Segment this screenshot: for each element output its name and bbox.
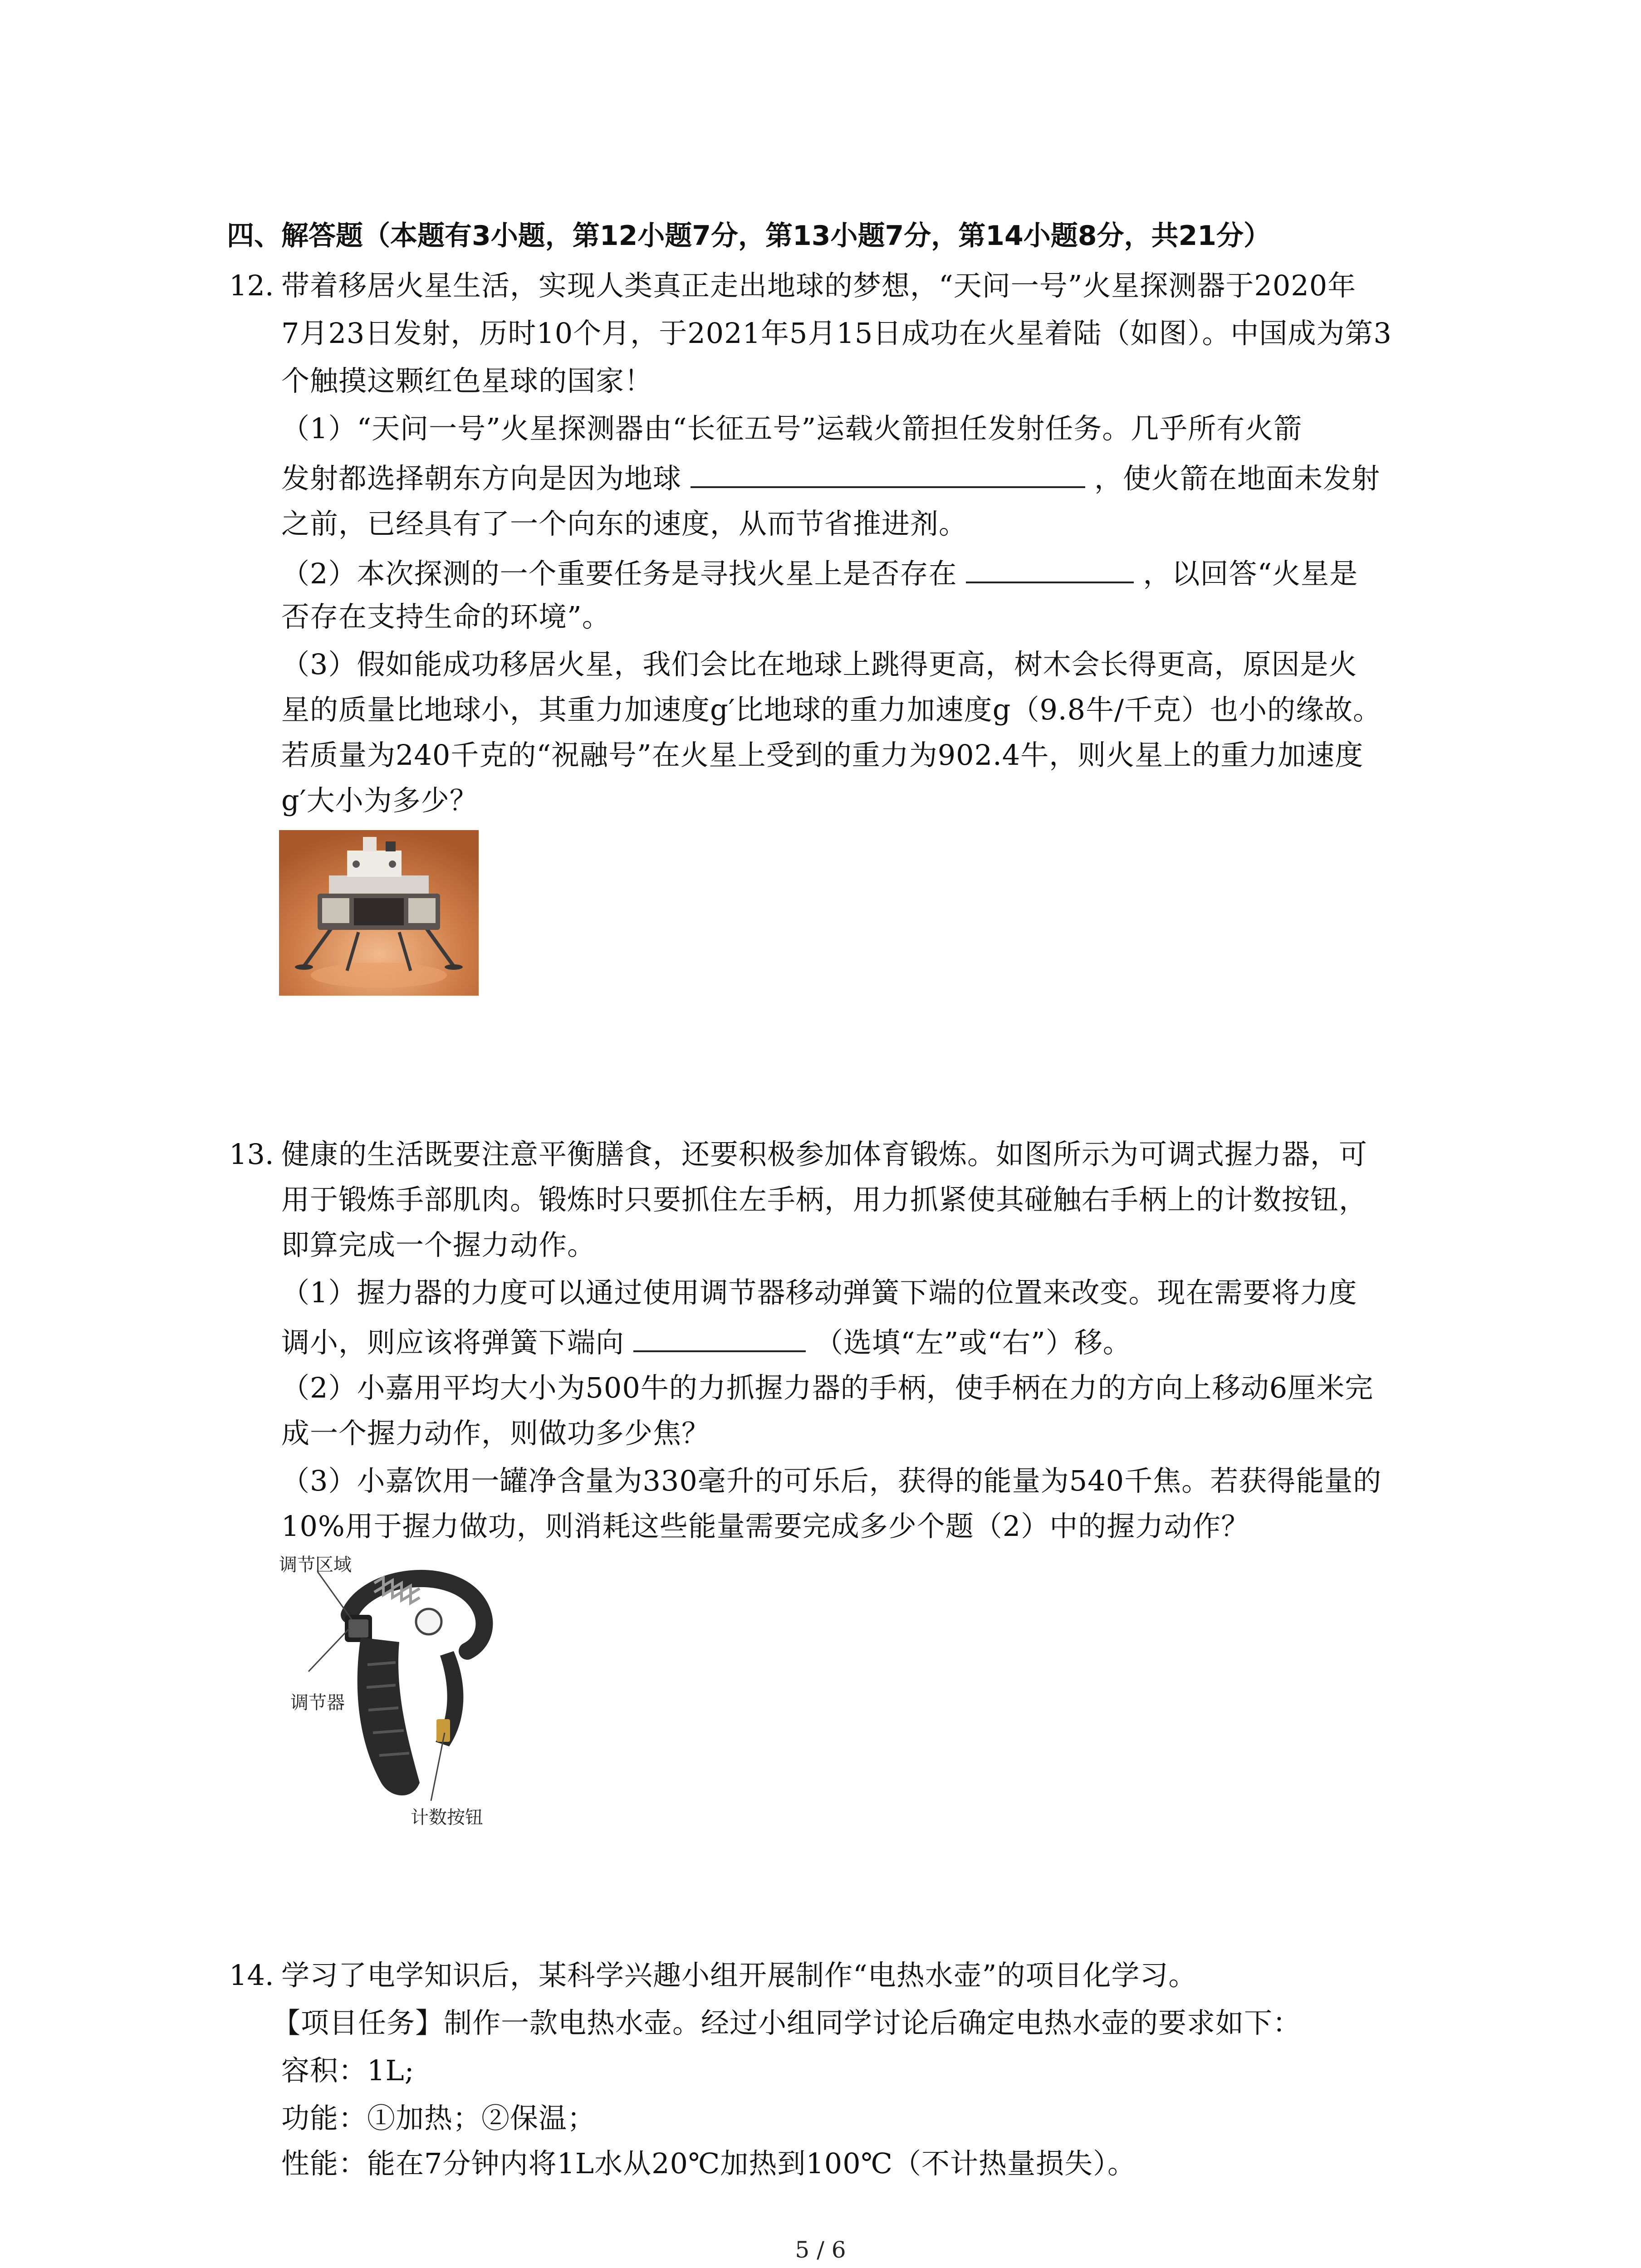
- section-heading: 四、解答题（本题有3小题，第12小题7分，第13小题7分，第14小题8分，共21分）: [227, 220, 1271, 252]
- q13-part1-answer-blank[interactable]: [633, 1322, 806, 1352]
- q13-line-3: 即算完成一个握力动作。: [281, 1228, 596, 1261]
- q13-part1-line-1: （1）握力器的力度可以通过使用调节器移动弹簧下端的位置来改变。现在需要将力度: [281, 1276, 1357, 1309]
- q13-part3-line-2: 10%用于握力做功，则消耗这些能量需要完成多少个题（2）中的握力动作？: [281, 1510, 1250, 1543]
- hand-grip-figure: [277, 1547, 531, 1828]
- q13-part1-text-before: 调小，则应该将弹簧下端向: [281, 1326, 625, 1359]
- q14-line-3: 容积：1L;: [281, 2054, 415, 2087]
- q13-line-2: 用于锻炼手部肌肉。锻炼时只要抓住左手柄，用力抓紧使其碰触右手柄上的计数按钮，: [281, 1183, 1368, 1216]
- q12-part1-text-after: ，使火箭在地面未发射: [1094, 462, 1381, 495]
- q12-part3-line-2: 星的质量比地球小，其重力加速度g′比地球的重力加速度g（9.8牛/千克）也小的缘故。: [281, 693, 1381, 726]
- q13-part2-line-2: 成一个握力动作，则做功多少焦？: [281, 1417, 710, 1450]
- figure-label-adjuster: 调节器: [290, 1692, 345, 1713]
- question-13-number: 13.: [229, 1138, 274, 1171]
- mars-lander-icon: [279, 830, 479, 996]
- q13-line-1: 健康的生活既要注意平衡膳食，还要积极参加体育锻炼。如图所示为可调式握力器，可: [281, 1138, 1368, 1171]
- q12-line-1: 带着移居火星生活，实现人类真正走出地球的梦想，“天问一号”火星探测器于2020年: [281, 269, 1357, 302]
- q12-line-2: 7月23日发射，历时10个月，于2021年5月15日成功在火星着陆（如图）。中国成为第3: [281, 317, 1392, 350]
- figure-label-adjust-zone: 调节区域: [279, 1554, 352, 1575]
- question-12-number: 12.: [229, 269, 274, 302]
- q12-part1-text-before: 发射都选择朝东方向是因为地球: [281, 462, 682, 495]
- mars-lander-image: [279, 830, 479, 996]
- q13-part2-line-1: （2）小嘉用平均大小为500牛的力抓握力器的手柄，使手柄在力的方向上移动6厘米完: [281, 1371, 1374, 1404]
- q14-line-2: 【项目任务】制作一款电热水壶。经过小组同学讨论后确定电热水壶的要求如下：: [272, 2006, 1302, 2039]
- q12-part1-line-1: （1）“天问一号”火星探测器由“长征五号”运载火箭担任发射任务。几乎所有火箭: [281, 412, 1303, 445]
- q12-part1-line-2: [281, 458, 1380, 497]
- q14-line-1: 学习了电学知识后，某科学兴趣小组开展制作“电热水壶”的项目化学习。: [281, 1959, 1197, 1992]
- q13-part1-text-after: （选填“左”或“右”）移。: [815, 1326, 1132, 1359]
- page-number: 5 / 6: [795, 2237, 846, 2263]
- q12-part2-line-2: 否存在支持生命的环境”。: [281, 600, 611, 633]
- question-14-number: 14.: [229, 1959, 274, 1992]
- q12-part3-line-3: 若质量为240千克的“祝融号”在火星上受到的重力为902.4牛，则火星上的重力加速度: [281, 738, 1364, 772]
- q12-part1-answer-blank[interactable]: [691, 458, 1085, 488]
- q12-part2-text-before: （2）本次探测的一个重要任务是寻找火星上是否存在: [281, 557, 957, 590]
- q14-line-4: 功能：①加热；②保温；: [281, 2102, 596, 2135]
- hand-grip-icon: [277, 1547, 531, 1828]
- figure-label-count-button: 计数按钮: [411, 1807, 483, 1828]
- q12-part2-line-1: [281, 553, 1358, 592]
- q12-part3-line-4: g′大小为多少？: [281, 784, 478, 817]
- q13-part1-line-2: [281, 1322, 1132, 1361]
- q12-part1-line-3: 之前，已经具有了一个向东的速度，从而节省推进剂。: [281, 507, 968, 540]
- q12-part3-line-1: （3）假如能成功移居火星，我们会比在地球上跳得更高，树木会长得更高，原因是火: [281, 648, 1357, 681]
- q13-part3-line-1: （3）小嘉饮用一罐净含量为330毫升的可乐后，获得的能量为540千焦。若获得能量的: [281, 1464, 1382, 1497]
- q12-part2-answer-blank[interactable]: [966, 553, 1134, 583]
- q12-line-3: 个触摸这颗红色星球的国家！: [281, 364, 653, 397]
- q12-part2-text-after: ，以回答“火星是: [1143, 557, 1358, 590]
- q14-line-5: 性能：能在7分钟内将1L水从20℃加热到100℃（不计热量损失）。: [281, 2147, 1136, 2180]
